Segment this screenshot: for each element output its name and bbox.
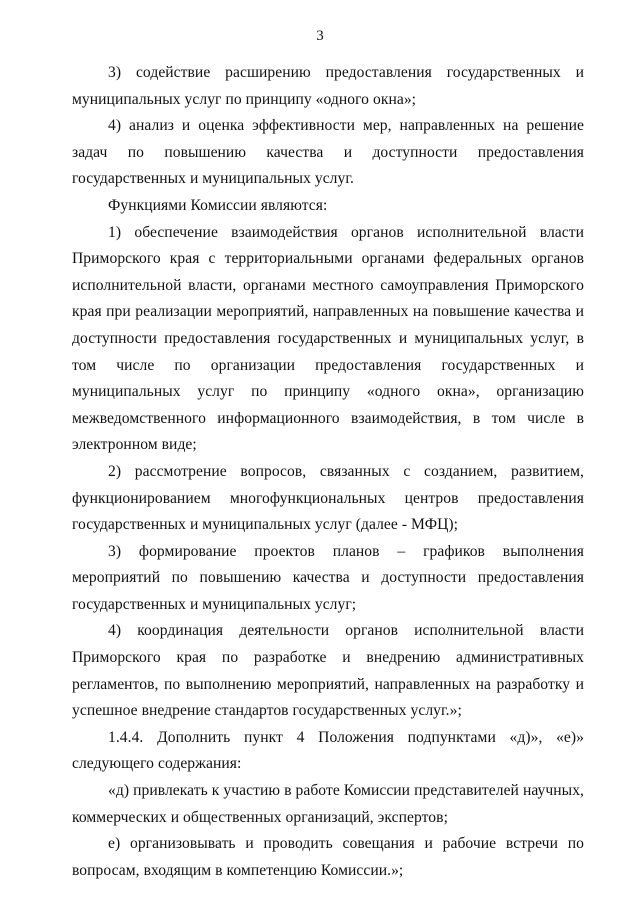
- page-number: 3: [316, 28, 324, 44]
- paragraph-function-2: 2) рассмотрение вопросов, связанных с созданием, развитием, функционированием многофункциональных центров предоставления государственных и муниципальных услуг (далее - МФЦ);: [72, 462, 584, 534]
- paragraph-amendment-1-4-4: 1.4.4. Дополнить пункт 4 Положения подпунктами «д)», «е)» следующего содержания:: [72, 728, 584, 773]
- paragraph-item-3: 3) содействие расширению предоставления государственных и муниципальных услуг по принципу «одного окна»;: [72, 64, 584, 108]
- paragraph-subitem-d: «д) привлекать к участию в работе Комиссии представителей научных, коммерческих и общественных организаций, экспертов;: [72, 782, 584, 826]
- paragraph-functions-heading: Функциями Комиссии являются:: [108, 196, 328, 214]
- paragraph-function-1: 1) обеспечение взаимодействия органов исполнительной власти Приморского края с территориальными органами федеральных органов исполнительной власти, органами местного самоуправления Приморского края при реализации мероприятий, направленных на повышение качества и доступности предоставления государственных и муниципальных услуг, в том числе по организации предоставления государственных и муниципальных услуг по принципу «одного окна», организацию межведомственного информационного взаимодействия, в том числе в электронном виде;: [72, 223, 584, 454]
- paragraph-subitem-e: е) организовывать и проводить совещания и рабочие встречи по вопросам, входящим в компетенцию Комиссии.»;: [72, 835, 584, 879]
- paragraph-function-4: 4) координация деятельности органов исполнительной власти Приморского края по разработке и внедрению административных регламентов, по выполнению мероприятий, направленных на разработку и успешное внедрение стандартов государственных услуг.»;: [72, 622, 584, 720]
- document-body: [72, 60, 584, 884]
- paragraph-item-4: 4) анализ и оценка эффективности мер, направленных на решение задач по повышению качества и доступности предоставления государственных и муниципальных услуг.: [72, 117, 584, 188]
- paragraph-function-3: 3) формирование проектов планов – графиков выполнения мероприятий по повышению качества и доступности предоставления государственных и муниципальных услуг;: [72, 542, 584, 613]
